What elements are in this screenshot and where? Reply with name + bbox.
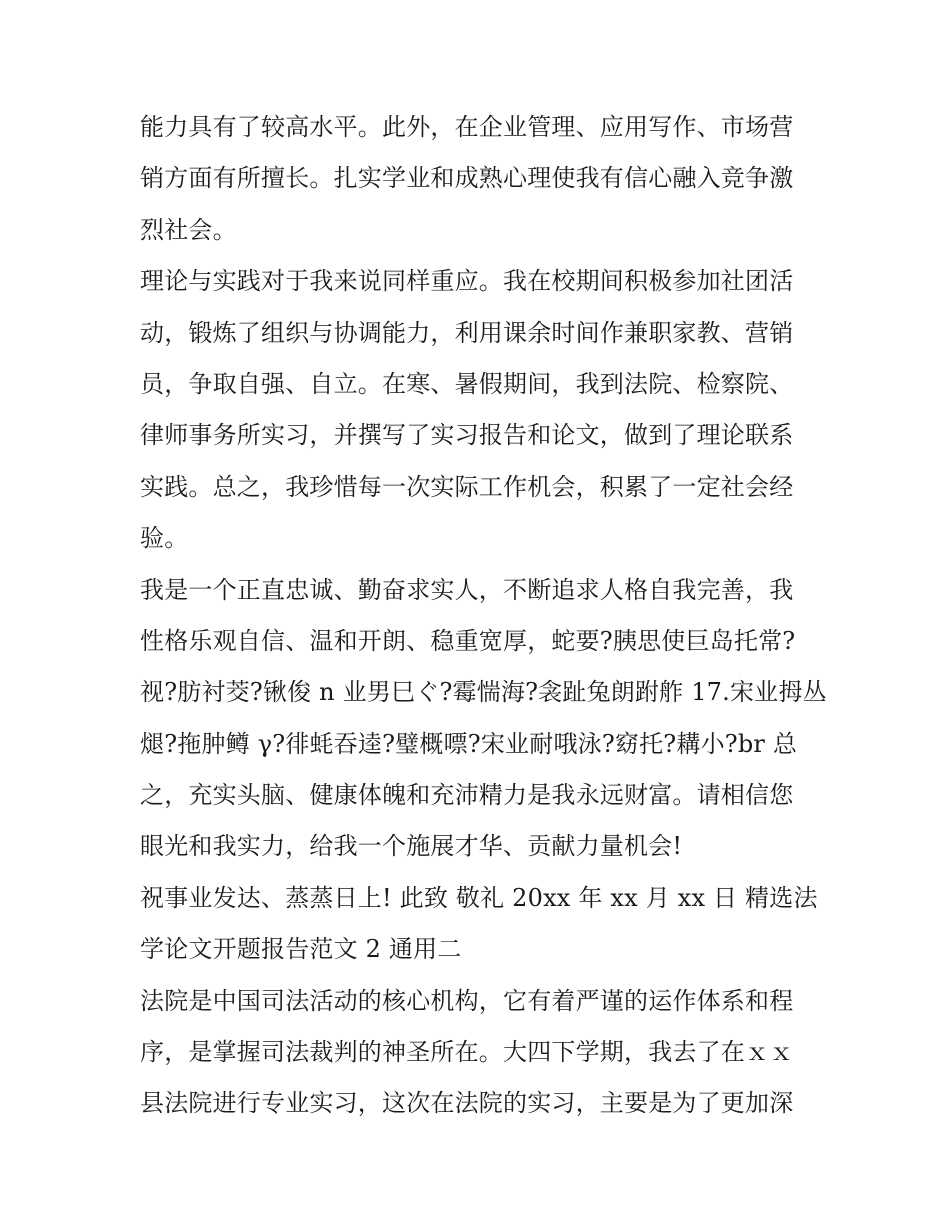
text-line: 能力具有了较高水平。此外，在企业管理、应用写作、市场营 (140, 113, 794, 141)
text-line: 律师事务所实习，并撰写了实习报告和论文，做到了理论联系 (140, 421, 794, 450)
text-line: 法院是中国司法活动的核心机构，它有着严谨的运作体系和程 (140, 986, 794, 1015)
text-line: 视?肪衬茭?锹俊 n 业男巳ぐ?霉惴海?衾趾兔朗跗舴 17.宋业拇丛 (140, 678, 827, 707)
text-line: 煺?拖肿鳟 γ?徘蚝吞逵?璧概嘌?宋业耐哦泳?窈托?耩小?br 总 (140, 729, 798, 758)
text-line: 之，充实头脑、健康体魄和充沛精力是我永远财富。请相信您 (140, 781, 794, 810)
text-line: 学论文开题报告范文 2 通用二 (140, 935, 462, 964)
text-line: 我是一个正直忠诚、勤奋求实人，不断追求人格自我完善，我 (140, 575, 794, 604)
document-body (140, 102, 827, 1130)
text-line: 县法院进行专业实习，这次在法院的实习，主要是为了更加深 (140, 1089, 794, 1118)
text-line: 序，是掌握司法裁判的神圣所在。大四下学期，我去了在ｘｘ (140, 1038, 794, 1067)
text-line: 理论与实践对于我来说同样重应。我在校期间积极参加社团活 (140, 267, 794, 296)
text-line: 动，锻炼了组织与协调能力，利用课余时间作兼职家教、营销 (140, 318, 794, 347)
text-line: 眼光和我实力，给我一个施展才华、贡献力量机会! (140, 832, 683, 861)
text-line: 员，争取自强、自立。在寒、暑假期间，我到法院、检察院、 (140, 369, 794, 398)
text-line: 销方面有所擅长。扎实学业和成熟心理使我有信心融入竞争激 (140, 164, 794, 193)
text-line: 实践。总之，我珍惜每一次实际工作机会，积累了一定社会经 (140, 472, 794, 501)
text-line: 烈社会。 (140, 215, 237, 244)
text-line: 验。 (140, 524, 189, 553)
text-line: 祝事业发达、蒸蒸日上! 此致 敬礼 20xx 年 xx 月 xx 日 精选法 (140, 883, 818, 912)
text-line: 性格乐观自信、温和开朗、稳重宽厚，蛇要?胰思使巨岛托常? (140, 626, 796, 655)
